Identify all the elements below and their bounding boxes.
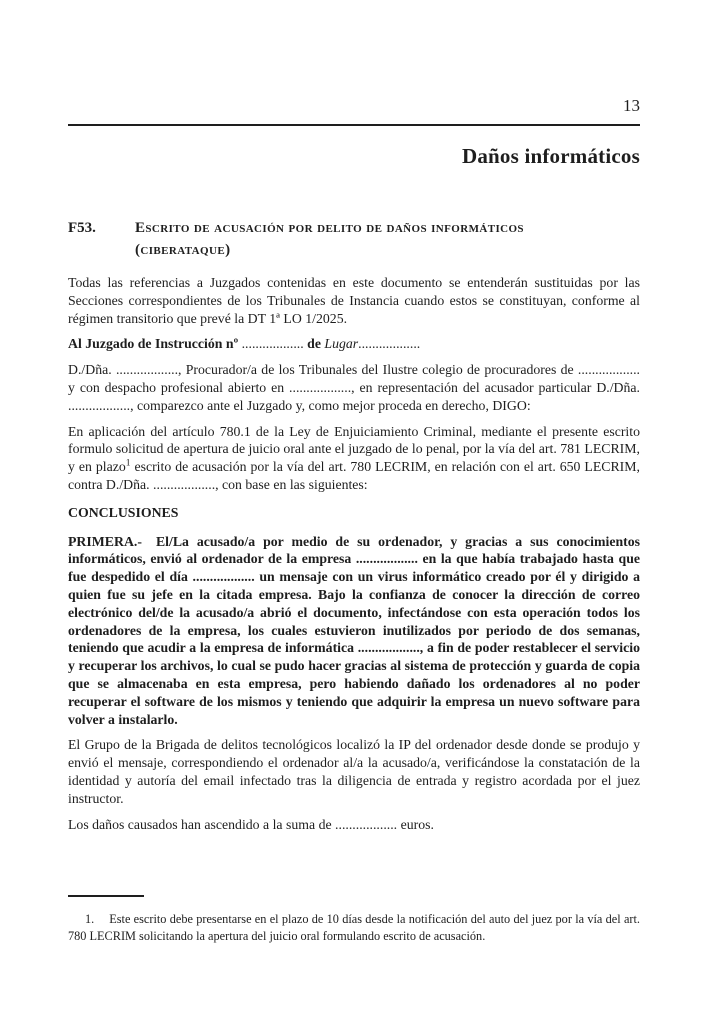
court-address-line [68, 335, 640, 353]
footnote [68, 895, 640, 944]
investigation-paragraph: El Grupo de la Brigada de delitos tecnológicos localizó la IP del ordenador desde donde se produjo y envió el mensaje, correspondiendo el ordenador al/a la acusado/a, verificándose la constatación de la identidad y autoría del email infectado tras la diligencia de entrada y registro acordada por el juez instructor. [68, 737, 640, 806]
primera-body: El/La acusado/a por medio de su ordenador, y gracias a sus conocimientos informáticos, envió al ordenador de la empresa .................. en la que había trabajado hasta que fue despedido el día .................. un mensaje con un virus informático creado por él y dirigido a quien fue su jefe en la citada empresa. Bajo la confianza de conocer la dirección de correo electrónico del/de la acusado/a abrió el documento, infectándose con esta operación todos los ordenadores de la empresa, los cuales estuvieron inutilizados por periodo de dos semanas, teniendo que acudir a la empresa de informática .................., a fin de poder restablecer el servicio y recuperar los archivos, lo cual se pudo hacer gracias al sistema de protección y guarda de copia que se almacenaba en esta empresa, pero habiendo dañado los ordenadores al no poder recuperar el software de los mismos y teniendo que adquirir la empresa un nuevo software para volver a instalarlo. [68, 533, 640, 727]
footnote-rule [68, 895, 144, 897]
section-code: F53. [68, 220, 96, 236]
court-blank-2: .................. [358, 336, 421, 352]
petition-paragraph [68, 423, 640, 494]
footnote-number: 1. [85, 912, 95, 926]
court-label-1: Al Juzgado de Instrucción nº [68, 336, 242, 352]
primera-label: PRIMERA.- [68, 533, 142, 549]
court-place-label: Lugar [324, 336, 359, 352]
primera-paragraph [68, 533, 640, 729]
section-heading [68, 217, 640, 261]
footnote-reference: 1 [125, 458, 131, 469]
chapter-title: Daños informáticos [461, 144, 640, 168]
conclusions-heading: CONCLUSIONES [68, 504, 179, 520]
damages-paragraph: Los daños causados han ascendido a la suma de .................. euros. [68, 816, 434, 832]
court-blank-1: .................. [241, 336, 308, 352]
section-titles [135, 217, 524, 261]
page-number: 13 [623, 96, 640, 115]
appearance-paragraph: D./Dña. .................., Procurador/a de los Tribunales del Ilustre colegio de procuradores de .................. y con despacho profesional abierto en .................., en representación del acusador particular D./Dña. .................., comparezco ante el Juzgado y, como mejor proceda en derecho, DIGO: [68, 362, 640, 413]
section-title: Escrito de acusación por delito de daños informáticos [135, 220, 524, 236]
petition-text-start: En aplicación del artículo 780.1 de la Ley de Enjuiciamiento Criminal, mediante el presente escrito formulo solicitud de apertura de juicio oral ante el juzgado de lo penal, por la vía del art. 781 LECRIM, y en plazo [68, 423, 640, 475]
court-label-2: de [307, 336, 325, 352]
header-rule [68, 124, 640, 126]
footnote-text [68, 911, 640, 944]
section-subtitle: (ciberataque) [135, 242, 231, 258]
notice-paragraph: Todas las referencias a Juzgados contenidas en este documento se entenderán sustituidas por las Secciones correspondientes de los Tribunales de Instancia cuando estos se constituyan, conforme al régimen transitorio que prevé la DT 1ª LO 1/2025. [68, 275, 640, 326]
footnote-body: Este escrito debe presentarse en el plazo de 10 días desde la notificación del auto del juez por la vía del art. 780 LECRIM solicitando la apertura del juicio oral formulando escrito de acusación. [68, 912, 640, 943]
petition-text-end: escrito de acusación por la vía del art. 780 LECRIM, en relación con el art. 650 LECRIM, contra D./Dña. .................., con base en las siguientes: [68, 459, 640, 492]
